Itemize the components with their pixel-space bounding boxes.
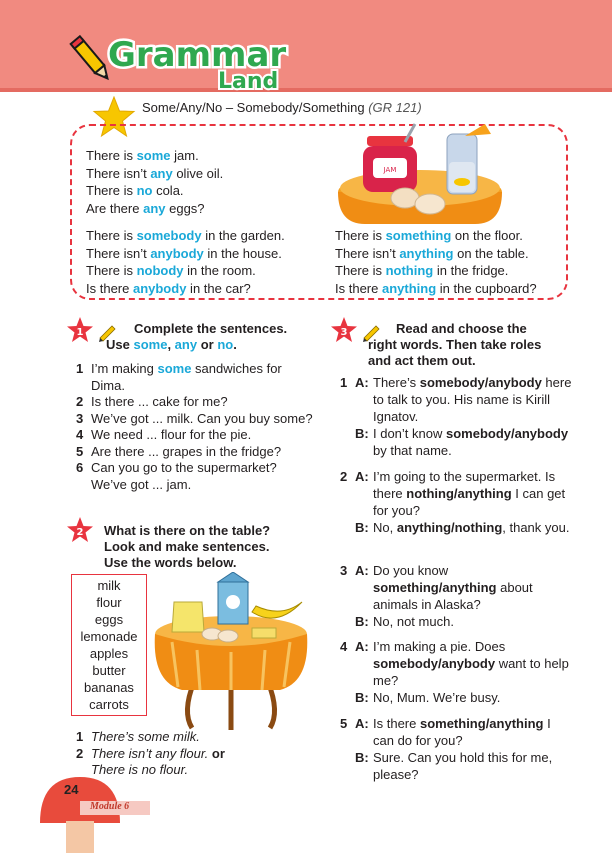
word-bank-item: lemonade <box>80 629 138 644</box>
exercise-1-instructions: Complete the sentences. Use some, any or no. <box>106 321 288 352</box>
list-item: 1 I’m making some sandwiches for Dima. <box>76 361 282 393</box>
exercise-1-list <box>76 361 316 493</box>
example-line: There is somebody in the garden. <box>86 228 285 243</box>
list-item: 3 We’ve got ... milk. Can you buy some? <box>76 410 313 426</box>
word-bank-item: butter <box>92 663 126 678</box>
instruction-line: and act them out. <box>368 353 476 368</box>
example-line: There is no cola. <box>86 183 184 198</box>
exercise-2-answers <box>76 729 316 779</box>
grammar-title <box>142 100 422 115</box>
instruction-line: Read and choose the <box>396 321 527 336</box>
dialog-3: 3 A: Do you know something/anything about animals in Alaska? B: No, not much. <box>340 563 533 629</box>
word-bank-item: apples <box>89 646 129 661</box>
exercise-number: 2 <box>76 527 84 538</box>
examples-some-any-no <box>86 147 223 217</box>
example-line: There is something on the floor. <box>335 228 523 243</box>
instruction-line: Use the words below. <box>104 555 237 570</box>
word-bank-item: bananas <box>84 680 134 695</box>
list-item: 1 There’s some milk. <box>76 729 200 744</box>
list-item: 2 There isn’t any flour. or There is no flour. <box>76 745 225 777</box>
page-number-mushroom <box>40 775 150 853</box>
exercise-number: 3 <box>340 327 348 338</box>
logo-word-land: Land <box>218 69 279 94</box>
example-line: Is there anything in the cupboard? <box>335 280 537 296</box>
example-line: There isn’t anything on the table. <box>335 245 529 261</box>
exercise-2-instructions <box>104 523 270 571</box>
word-bank-item: flour <box>96 595 122 610</box>
list-item: 5 Are there ... grapes in the fridge? <box>76 443 282 459</box>
pencil-icon <box>71 36 112 82</box>
jam-jar-label: JAM <box>383 166 397 174</box>
exercise-number: 1 <box>76 327 84 338</box>
grammar-land-logo <box>72 26 302 96</box>
example-line: There is some jam. <box>86 148 199 163</box>
jam-table-illustration <box>335 122 505 224</box>
instruction-line: Complete the sentences. <box>134 321 288 336</box>
logo-word-grammar: Grammar <box>108 35 287 75</box>
example-line: Are there any eggs? <box>86 200 205 216</box>
instruction-line: right words. Then take roles <box>368 337 542 352</box>
word-bank-item: carrots <box>89 697 129 712</box>
example-line: There is nobody in the room. <box>86 263 256 278</box>
example-line: There is nothing in the fridge. <box>335 263 509 278</box>
grammar-reference: (GR 121) <box>368 100 422 115</box>
instruction-line: What is there on the table? <box>104 523 271 538</box>
dialog-2: 2 A: I’m going to the supermarket. Is there nothing/anything I can get for you? B: No, anything/nothing, thank you. <box>340 469 570 535</box>
exercise-2-badge <box>66 516 96 551</box>
list-item: 2 Is there ... cake for me? <box>76 394 228 409</box>
word-bank-item: milk <box>97 578 121 593</box>
dialog-1: 1 A: There’s somebody/anybody here to talk to you. His name is Kirill Ignatov. B: I don’t know somebody/anybody by that name. <box>340 375 572 458</box>
word-bank-item: eggs <box>94 612 124 627</box>
example-line: Is there anybody in the car? <box>86 280 251 296</box>
page-number: 24 <box>64 782 79 797</box>
examples-somebody <box>86 227 285 297</box>
example-line: There isn’t any olive oil. <box>86 165 224 181</box>
module-label: Module 6 <box>90 801 130 812</box>
word-bank <box>71 574 147 716</box>
examples-something <box>335 227 537 297</box>
list-item: 4 We need ... flour for the pie. <box>76 427 252 442</box>
dialog-5: 5 A: Is there something/anything I can do for you? B: Sure. Can you hold this for me, please? <box>340 716 553 782</box>
grammar-title-text: Some/Any/No – Somebody/Something <box>142 100 365 115</box>
example-line: There isn’t anybody in the house. <box>86 245 282 261</box>
instruction-line: Look and make sentences. <box>104 539 270 554</box>
exercise-3-instructions <box>368 321 541 369</box>
food-table-illustration <box>152 572 310 732</box>
list-item: 6 Can you go to the supermarket? We’ve got ... jam. <box>76 460 277 492</box>
dialog-4: 4 A: I’m making a pie. Does somebody/anybody want to help me? B: No, Mum. We’re busy. <box>340 639 569 705</box>
